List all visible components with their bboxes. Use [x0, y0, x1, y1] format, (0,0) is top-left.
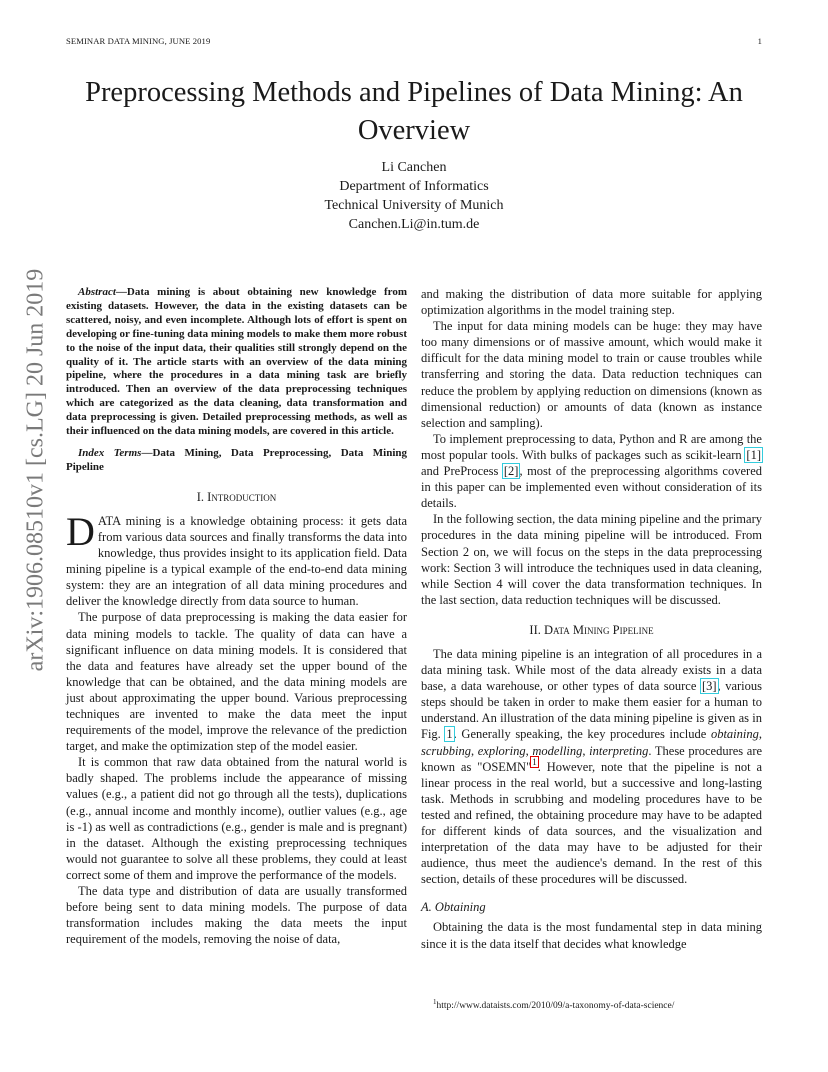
right-column: [421, 286, 762, 952]
intro-paragraph-4: The data type and distribution of data are usually transformed before being sent to data mining models. The purpose of data transformation includes making the data meets the input requirement of the models, removing the noise of data,: [66, 884, 407, 947]
running-title: SEMINAR DATA MINING, JUNE 2019: [66, 36, 211, 46]
author-block: [66, 158, 762, 234]
pipeline-text-d: . These procedures are known as "OSEMN": [421, 743, 763, 774]
footnote-url[interactable]: http://www.dataists.com/2010/09/a-taxonomy-of-data-science/: [436, 1001, 675, 1012]
figure-link-1[interactable]: 1: [446, 727, 453, 742]
author-university: Technical University of Munich: [324, 198, 504, 213]
index-terms-label: Index Terms: [78, 446, 142, 459]
footnote-mark: 1: [433, 998, 437, 1006]
page-number: 1: [757, 36, 762, 46]
footnote-link-1[interactable]: 1: [532, 757, 537, 768]
pipeline-text-b: , various steps should be taken in order to make them easier for a human to understand. An illustration of the data mining pipeline is given as in Fig.: [421, 679, 762, 742]
author-email: Canchen.Li@in.tum.de: [348, 217, 480, 232]
author-name: Li Canchen: [381, 160, 447, 175]
section-heading-pipeline: II. Data Mining Pipeline: [529, 622, 654, 637]
abstract: Abstract—Data mining is about obtaining new knowledge from existing datasets. However, the data in the existing datasets can be scattered, noisy, and even incomplete. Although lots of effort is spent on developing or fine-tuning data mining models to make them more robust to the noise of the input data, their qualities still strongly depend on the quality of it. The article starts with an overview of the data mining pipeline, where the procedures in a data mining task are briefly introduced. Then an overview of the data preprocessing techniques which are categorized as the data cleaning, data transformation and data preprocessing is given. Detailed preprocessing methods, as well as their influenced on the data mining models, are covered in this article.: [66, 286, 407, 438]
pipeline-text-a: The data mining pipeline is an integration of all procedures in a data mining task. While most of the data already exists in a data base, a data warehouse, or other types of data source: [421, 646, 762, 694]
intro-paragraph-2: The purpose of data preprocessing is making the data easier for data mining models to tackle. The quality of data can have a significant influence on data mining models. It is considered that the data and features have already set the upper bound of the knowledge that can be obtained, and the data mining models are just about approximating the upper bound. Various preprocessing techniques are invented to make the data meet the input requirements of the model, improve the relevance of the prediction target, and make the optimization step of the model easier.: [66, 610, 407, 754]
intro-paragraph-3: It is common that raw data obtained from the natural world is badly shaped. The problems include the appearance of missing values (e.g., a patient did not go through all the tests), duplications (e.g., annual income and monthly income), outlier values (e.g., age is -1) as well as contradictions (e.g., gender is male and is pregnant) in the dataset. Although the existing preprocessing techniques would not guarantee to solve all these problems, they could at least correct some of them and improve the performance of the models.: [66, 755, 407, 882]
abstract-text: Data mining is about obtaining new knowledge from existing datasets. However, the data in the existing datasets can be scattered, noisy, and even incomplete. Although lots of effort is spent on developing or fine-tuning data mining models to make them more robust to the noise of the input data, their qualities still strongly depend on the quality of it. The article starts with an overview of the data mining pipeline, where the procedures in a data mining task are briefly introduced. Then an overview of the data preprocessing techniques which are categorized as the data cleaning, data transformation and data preprocessing is given. Detailed preprocessing methods, as well as their influenced on the data mining models, are covered in this article.: [66, 286, 407, 438]
intro-paragraph-1-text: ATA mining is a knowledge obtaining process: it gets data from various data sources and finally transforms the data into knowledge, thus provides insight to its application field. Data mining pipeline is a typical example of the end-to-end data mining system: they are an integration of all data mining procedures and deliver the knowledge directly from data source to human.: [66, 513, 407, 609]
right-paragraph-3-a: To implement preprocessing to data, Python and R are among the most popular tools. With bulks of packages such as scikit-learn: [421, 431, 762, 462]
abstract-label: Abstract: [78, 286, 116, 298]
section-heading-introduction: I. Introduction: [196, 489, 277, 504]
citation-link-2[interactable]: [2]: [503, 464, 519, 479]
subsection-heading-obtaining: A. Obtaining: [421, 900, 486, 915]
paper-title: Preprocessing Methods and Pipelines of Data Mining: An Overview: [85, 77, 743, 146]
citation-link-3[interactable]: [3]: [701, 679, 717, 694]
procedure-exploring: exploring: [477, 743, 526, 758]
right-paragraph-1: and making the distribution of data more suitable for applying optimization algorithms in the model training step.: [421, 287, 762, 318]
right-paragraph-4: In the following section, the data mining pipeline and the primary procedures in the data mining pipeline will be introduced. From Section 2 on, we will focus on the steps in the data preprocessing work: Section 3 will introduce the techniques used in data cleaning, while Section 4 will cover the data transformation techniques. In the last section, data reduction techniques will be discussed.: [421, 512, 762, 607]
arxiv-stamp-text: arXiv:1906.08510v1 [cs.LG] 20 Jun 2019: [22, 268, 49, 672]
left-column: [66, 286, 407, 947]
procedure-scrubbing: scrubbing: [421, 743, 471, 758]
right-paragraph-3-c: , most of the preprocessing algorithms covered in this paper can be implemented even without consideration of its details.: [421, 464, 762, 511]
procedure-modelling: modelling: [532, 743, 583, 758]
procedure-obtaining: obtaining: [710, 727, 759, 742]
pipeline-text-e: . However, note that the pipeline is not a linear process in the real world, but a successive and long-lasting task. Methods in scrubbing and modeling procedures have to be tested and refined, the obtaining procedure may have to be adapted for different kinds of data sources, and the visualization and interpretation of the data may have to be adjusted for their audience, thus meet the audience's demand. In the rest of this section, details of these procedures will be discussed.: [421, 759, 762, 887]
footnote: [433, 998, 674, 1011]
citation-link-1[interactable]: [1]: [746, 447, 761, 462]
obtaining-paragraph-1: Obtaining the data is the most fundamental step in data mining since it is the data itself that decides what knowledge: [421, 920, 762, 951]
right-paragraph-2: The input for data mining models can be huge: they may have too many dimensions or of massive amount, which would make it difficult for the data mining model to train or cause troubles while transferring and storing the data. Data reduction techniques can reduce the problem by applying reduction on dimensions (known as dimensional reduction) or amounts of data (known as instance selection and sampling).: [421, 319, 762, 430]
running-head: [66, 36, 762, 46]
procedure-interpreting: interpreting: [589, 743, 649, 758]
right-paragraph-3-b: and PreProcess: [421, 464, 503, 479]
pipeline-paragraph-1: The data mining pipeline is an integration of all procedures in a data mining task. While most of the data already exists in a data base, a data warehouse, or other types of data source [3], various steps should be taken in order to make them easier for a human to understand. An illustration of the data mining pipeline is given as in Fig. 1. Generally speaking, the key procedures include obtaining, scrubbing, exploring, modelling, interpreting. These procedures are known as "OSEMN"$^1$. However, note that the pipeline is not a linear process in the real world, but a successive and long-lasting task. Methods in scrubbing and modeling procedures have to be tested and refined, the obtaining procedure may have to be adapted for different kinds of data sources, and the visualization and interpretation of the data may have to be adjusted for their audience, thus meet the audience's demand. In the rest of this section, details of these procedures will be discussed.: [421, 646, 763, 887]
right-paragraph-3: [421, 431, 762, 511]
index-terms: Index Terms—Data Mining, Data Preprocessing, Data Mining Pipeline: [66, 446, 407, 473]
pipeline-text-c: . Generally speaking, the key procedures include: [453, 727, 711, 742]
index-terms-text: Data Mining, Data Preprocessing, Data Mining Pipeline: [66, 446, 407, 473]
intro-paragraph-1: [66, 508, 407, 610]
drop-cap: D: [66, 508, 95, 554]
author-department: Department of Informatics: [339, 179, 489, 194]
